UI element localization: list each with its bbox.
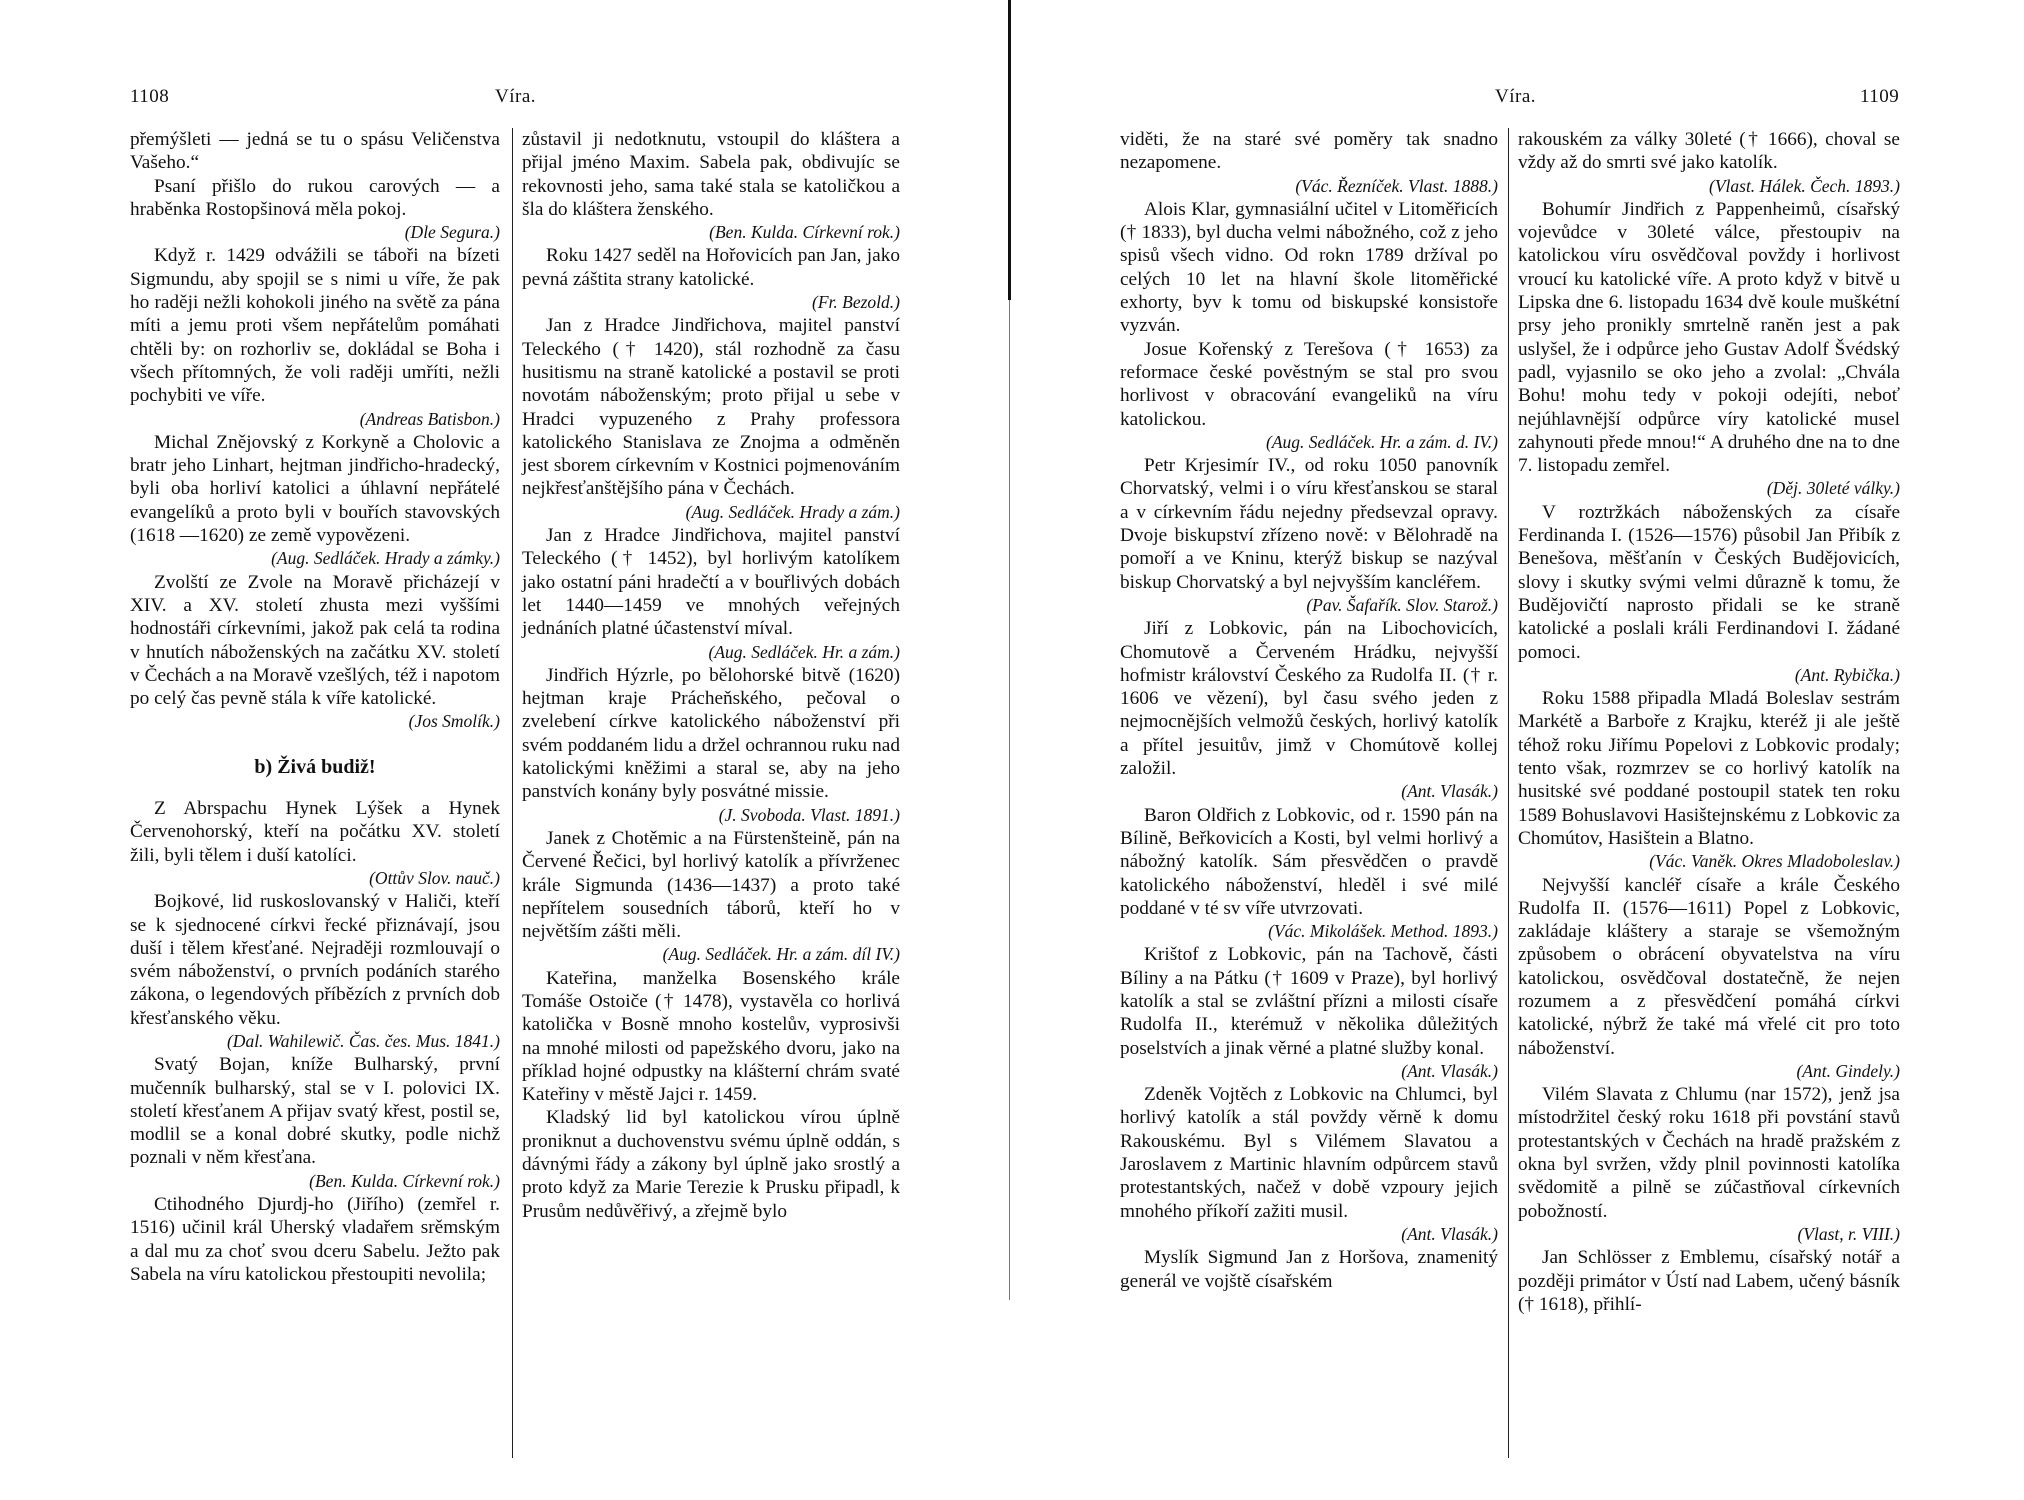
paragraph: Vilém Slavata z Chlumu (nar 1572), jenž jsa místodržitel český roku 1618 při povstání stavů protestantských v Čechách na hradě pražském z okna byl svržen, vždy plnil povinnosti katolíka svědomitě a pilně se zúčastňoval církevních pobožností. <box>1518 1084 1900 1222</box>
right-page <box>1010 0 2024 1500</box>
paragraph: Zdeněk Vojtěch z Lobkovic na Chlumci, byl horlivý katolík a stál povždy věrně k domu Rakouskému. Byl s Vilémem Slavatou a Jaroslavem z Martinic hlavním odpůrcem stavů protestantských, načež v době vzpoury jejich mnohého příkoří zažiti musil. <box>1120 1084 1498 1222</box>
paragraph: viděti, že na staré své poměry tak snadno nezapomene. <box>1120 129 1498 174</box>
source-citation: (Dal. Wahilewič. Čas. čes. Mus. 1841.) <box>226 1030 500 1051</box>
source-citation: (Fr. Bezold.) <box>812 292 900 313</box>
paragraph: Janek z Chotěmic a na Fürstenšteině, pán na Červené Řečici, byl horlivý katolík a přívrženec krále Sigmunda (1436—1437) a proto také nepřítelem sousedních táborů, kteří ho v největším zášti měli. <box>522 827 900 943</box>
paragraph: Jan z Hradce Jindřichova, majitel panství Teleckého († 1452), byl horlivým katolíkem jako ostatní páni hradečtí a v bouřlivých dobách let 1440—1459 ve mnohých veřejných jednáních platné účastenství míval. <box>522 525 900 640</box>
paragraph: zůstavil ji nedotknutu, vstoupil do kláštera a přijal jméno Maxim. Sabela pak, obdivujíc se rekovnosti jeho, sama také stala se katoličkou a šla do kláštera ženského. <box>522 129 900 220</box>
paragraph: Roku 1588 připadla Mladá Boleslav sestrám Markétě a Barboře z Krajku, kteréž ji ale ještě téhož roku Jiřímu Popelovi z Lobkovic prodaly; tento však, rozmrzev se co horlivý katolík na husitské své poddané postoupil statek ten roku 1589 Bohuslavovi Hasištejnskému z Lobkovic za Chomútov, Hasištein a Blatno. <box>1518 688 1900 849</box>
paragraph: Petr Krjesimír IV., od roku 1050 panovník Chorvatský, velmi i o víru křesťanskou se staral a v církevním řádu nejedny předsevzal opravy. Dvoje biskupství zřízeno nově: v Bělohradě na pomoří a ve Kninu, kterýž biskup se nazýval biskup Chorvatský a byl nejvyšším kancléřem. <box>1120 455 1498 593</box>
paragraph: Nejvyšší kancléř císaře a krále Českého Rudolfa II. (1576—1611) Popel z Lobkovic, zakládaje kláštery a staraje se všemožným způsobem o obrácení obyvatelstva na víru katolickou, osvědčoval dostatečně, že nejen rozumem a z přesvědčení pomáhá církvi katolické, nýbrž že také má vřelé cit pro toto náboženství. <box>1518 874 1900 1059</box>
paragraph: Kateřina, manželka Bosenského krále Tomáše Ostoiče († 1478), vystavěla co horlivá katolička v Bosně mnoho kostelův, vyprosivši na mnohé milosti od papežského dvoru, jako na příklad hojné odpustky na klášterní chrám svaté Kateřiny v městě Jajci r. 1459. <box>522 967 900 1106</box>
source-citation: (Andreas Batisbon.) <box>359 408 500 429</box>
column-left-2 <box>522 128 900 1223</box>
column-right-1 <box>1120 128 1498 1293</box>
source-citation: (Jos Smolík.) <box>408 711 500 732</box>
paragraph: rakouském za války 30leté († 1666), choval se vždy až do smrti své jako katolík. <box>1518 129 1900 174</box>
column-left-1 <box>130 128 500 1286</box>
source-citation: (Aug. Sedláček. Hr. a zám.) <box>708 641 900 662</box>
paragraph: Josue Kořenský z Terešova († 1653) za reformace české pověstným se stal pro svou horlivost v obracování evangeliků na víru katolickou. <box>1120 338 1498 430</box>
source-citation: (Pav. Šafařík. Slov. Starož.) <box>1306 594 1498 615</box>
source-citation: (Vlast. Hálek. Čech. 1893.) <box>1709 175 1900 196</box>
source-citation: (Ant. Vlasák.) <box>1401 1223 1498 1244</box>
section-heading: b) Živá budiž! <box>254 755 376 778</box>
source-citation: (Ben. Kulda. Církevní rok.) <box>309 1170 500 1191</box>
paragraph: V roztržkách náboženských za císaře Ferdinanda I. (1526—1576) působil Jan Přibík z Benešova, měšťanín v Českých Budějovicích, slovy i skutky svými velmi důrazně k tomu, že Budějovičtí naprosto přidali se ke straně katolické a poslali králi Ferdinandovi I. žádané pomoci. <box>1518 501 1900 663</box>
paragraph: Jan z Hradce Jindřichova, majitel panství Teleckého († 1420), stál rozhodně za času husitismu na straně katolické a postavil se proti novotám náboženským; proto přijal u sebe v Hradci vypuzeného z Prahy professora katolického Stanislava ze Znojma a odměněn jest sborem církevním v Kostnici pojmenováním nejkřesťanštějšího pána v Čechách. <box>522 315 900 500</box>
paragraph: Michal Znějovský z Korkyně a Cholovic a bratr jeho Linhart, hejtman jindřicho-hradecký, byli oba horliví katolici a úhlavní nepřátelé evangelíků a proto byli v bouřích stavovských (1618 —1620) ze země vypovězeni. <box>130 431 500 547</box>
source-citation: (Děj. 30leté války.) <box>1766 478 1900 499</box>
paragraph: Psaní přišlo do rukou carových — a hraběnka Rostopšinová měla pokoj. <box>130 175 500 220</box>
paragraph: Krištof z Lobkovic, pán na Tachově, části Bíliny a na Pátku († 1609 v Praze), byl horlivý katolík a stal se zvláštní přízni a milosti císaře Rudolfa II., kterémuž v několika důležitých poselstvích a jinak věrné a platné služby konal. <box>1120 944 1498 1059</box>
paragraph: Jiří z Lobkovic, pán na Libochovicích, Chomutově a Červeném Hrádku, nejvyšší hofmistr království Českého za Rudolfa II. († r. 1606 ve vězení), byl času svého jeden z nejmocnějších velmožů českých, horlivý katolík a přítel jesuitův, jimž v Chomútově kollej založil. <box>1120 618 1498 780</box>
source-citation: (Ant. Vlasák.) <box>1401 1060 1498 1081</box>
paragraph: Kladský lid byl katolickou vírou úplně proniknut a duchovenstvu svému úplně oddán, s dávnými řády a zákony byl úplně jako srostlý a proto když za Marie Terezie k Prusku připadl, k Prusům nedůvěřivý, a zřejmě bylo <box>522 1107 900 1222</box>
paragraph: Svatý Bojan, kníže Bulharský, první mučenník bulharský, stal se v I. polovici IX. století křesťanem A přijav svatý křest, postil se, modlil se a konal dobré skutky, podle nichž poznali v něm křesťana. <box>130 1054 500 1169</box>
paragraph: Zvolští ze Zvole na Moravě přicházejí v XIV. a XV. století zhusta mezi vyššími hodnostáři církevními, jakož pak celá ta rodina v hnutích náboženských na začátku XV. století v Čechách a na Moravě vzešlých, též i napotom po celý čas pevně stála k víře katolické. <box>130 571 500 710</box>
left-page <box>0 0 1010 1500</box>
source-citation: (Vác. Mikolášek. Method. 1893.) <box>1268 921 1498 942</box>
paragraph: přemýšleti — jedná se tu o spásu Veličenstva Vašeho.“ <box>130 129 500 174</box>
source-citation: (Ant. Vlasák.) <box>1401 781 1498 802</box>
source-citation: (Vác. Řezníček. Vlast. 1888.) <box>1295 175 1498 196</box>
column-right-2 <box>1518 128 1900 1316</box>
paragraph: Myslík Sigmund Jan z Horšova, znamenitý generál ve vojště císařském <box>1120 1247 1498 1292</box>
source-citation: (Aug. Sedláček. Hrady a zám.) <box>685 501 900 522</box>
source-citation: (Aug. Sedláček. Hr. a zám. díl IV.) <box>662 944 900 965</box>
source-citation: (Ant. Rybička.) <box>1794 664 1900 685</box>
source-citation: (Vlast, r. VIII.) <box>1797 1223 1900 1244</box>
paragraph: Jan Schlösser z Emblemu, císařský notář a později primátor v Ústí nad Labem, učený básník († 1618), přihlí- <box>1518 1247 1900 1315</box>
source-citation: (Ottův Slov. nauč.) <box>369 867 500 888</box>
paragraph: Baron Oldřich z Lobkovic, od r. 1590 pán na Bílině, Beřkovicích a Kosti, byl velmi horlivý a nábožný katolík. Sám přesvědčen o pravdě katolického náboženství, hleděl i své milé poddané v té sv víře utvrzovati. <box>1120 804 1498 919</box>
source-citation: (Dle Segura.) <box>404 222 500 243</box>
running-head: Víra. <box>1495 86 1537 107</box>
paragraph: Z Abrspachu Hynek Lýšek a Hynek Červenohorský, kteří na počátku XV. století žili, byli tělem i duší katolíci. <box>130 798 500 866</box>
paragraph: Jindřich Hýzrle, po bělohorské bitvě (1620) hejtman kraje Prácheňského, pečoval o zvelebení církve katolického náboženství při svém poddaném lidu a držel ochrannou ruku nad katolickými kněžimi a staral se, aby na jeho panstvích konány byly posvátné missie. <box>522 664 900 803</box>
source-citation: (Aug. Sedláček. Hrady a zámky.) <box>271 548 500 569</box>
source-citation: (Ben. Kulda. Církevní rok.) <box>709 222 900 243</box>
paragraph: Bojkové, lid ruskoslovanský v Haliči, kteří se k sjednocené církvi řecké přiznávají, jsou duší i tělem křesťané. Nejraději rozmlouvají o svém náboženství, o prvních podáních starého zákona, o legendových příbězích z prvních dob křesťanského věku. <box>130 891 500 1029</box>
page-number: 1108 <box>130 86 170 107</box>
paragraph: Roku 1427 seděl na Hořovicích pan Jan, jako pevná záštita strany katolické. <box>522 245 900 290</box>
source-citation: (Vác. Vaněk. Okres Mladoboleslav.) <box>1649 851 1900 872</box>
column-rule <box>512 128 513 1458</box>
source-citation: (J. Svoboda. Vlast. 1891.) <box>718 804 900 825</box>
paragraph: Alois Klar, gymnasiální učitel v Litoměřicích († 1833), byl ducha velmi nábožného, což z jeho spisů všech vidno. Od rokn 1789 držíval po celých 10 let na hlavní škole litoměřické exhorty, byv k tomu od biskupské konsistoře vyzván. <box>1120 198 1498 337</box>
column-rule <box>1508 128 1509 1458</box>
paragraph: Když r. 1429 odvážili se táboři na bízeti Sigmundu, aby spojil se s nimi u víře, že pak ho raději nežli kohokoli jiného na světě za pána míti a jemu proti všem nepřátelům pomáhati chtěli by: on rozhorliv se, dokládal se Boha i všech přítomných, že voli raději umříti, nežli pochybiti ve víře. <box>130 245 500 407</box>
page-number: 1109 <box>1860 86 1900 107</box>
paragraph: Bohumír Jindřich z Pappenheimů, císařský vojevůdce v 30leté válce, přestoupiv na katolickou víru osvědčoval povždy i horlivost vroucí ku katolické víře. A proto když v bitvě u Lipska dne 6. listopadu 1634 dvě koule muškétní prsy jeho pronikly smrtelně raněn jest a pak uslyšel, že i odpůrce jeho Gustav Adolf Švédský padl, vyjasnilo se oko jeho a zvolal: „Chvála Bohu! mohu tedy v pokoji odejíti, neboť nejúhlavnější odpůrce víry katolické musel zahynouti přede mnou!“ A druhého dne na to dne 7. listopadu zemřel. <box>1518 198 1900 477</box>
paragraph: Ctihodného Djurdj-ho (Jiřího) (zemřel r. 1516) učinil král Uherský vladařem srěmským a dal mu za choť svou dceru Sabelu. Ježto pak Sabela na víru katolickou přestoupiti nevolila; <box>130 1194 500 1285</box>
source-citation: (Aug. Sedláček. Hr. a zám. d. IV.) <box>1266 431 1498 452</box>
source-citation: (Ant. Gindely.) <box>1796 1060 1900 1081</box>
running-head: Víra. <box>495 86 537 107</box>
